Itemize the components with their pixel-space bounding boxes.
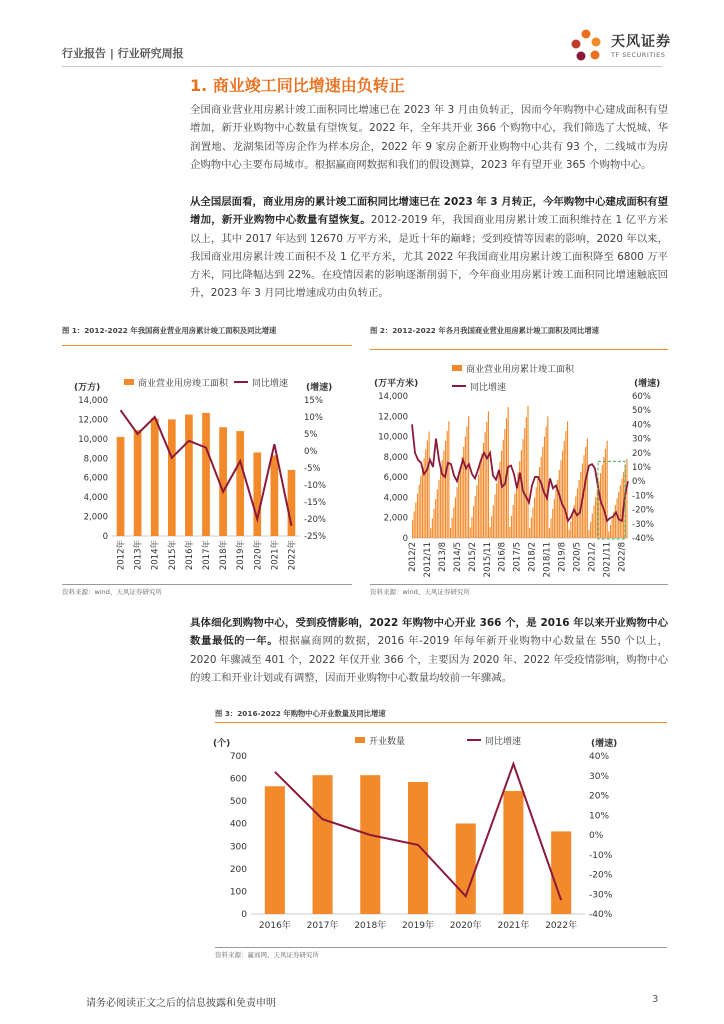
bar bbox=[529, 528, 530, 538]
y-left-tick: 14,000 bbox=[78, 396, 108, 406]
x-tick-label: 2012/2 bbox=[408, 542, 418, 572]
x-tick-label: 2018年 bbox=[219, 540, 230, 571]
x-tick-label: 2019/8 bbox=[557, 542, 568, 572]
paragraph-national bbox=[190, 193, 668, 303]
bar bbox=[455, 497, 456, 538]
bar bbox=[151, 418, 159, 536]
bar bbox=[588, 530, 589, 538]
y-left-tick: 300 bbox=[229, 842, 247, 853]
y-right-tick: 5% bbox=[304, 430, 318, 440]
x-tick-label: 2019年 bbox=[236, 540, 247, 571]
bar bbox=[461, 457, 462, 538]
bar bbox=[168, 419, 176, 536]
bar bbox=[219, 427, 227, 536]
y-axis-right-label: (增速) bbox=[591, 739, 618, 749]
bar bbox=[253, 452, 261, 536]
bar bbox=[585, 447, 586, 538]
y-right-tick: 10% bbox=[589, 811, 610, 822]
legend-bar-label: 商业营业用房累计竣工面积 bbox=[466, 365, 575, 375]
bar bbox=[509, 527, 510, 538]
bar bbox=[575, 497, 576, 538]
bar bbox=[481, 453, 482, 538]
y-axis-left-label: (万平方米) bbox=[374, 379, 419, 389]
legend-line-label: 同比增速 bbox=[252, 379, 289, 389]
y-left-tick: 600 bbox=[229, 774, 247, 785]
fig1-caption-rule bbox=[62, 345, 352, 346]
bar bbox=[579, 480, 580, 538]
x-tick-label: 2021年 bbox=[270, 540, 281, 571]
legend-bar-swatch bbox=[355, 737, 365, 743]
bar bbox=[532, 508, 533, 538]
bar bbox=[202, 413, 210, 536]
y-right-tick: -20% bbox=[632, 505, 654, 516]
paragraph-intro: 全国商业营业用房累计竣工面积同比增速已在 2023 年 3 月由负转正，因而今年购物中心建成面积有望增加，新开业购物中心数量有望恢复。2022 年，全年共开业 366 个购物中心，我们筛选了大悦城、华润置地、龙湖集团等房企作为样本房企，2022 年 9 家房企新开业购物中心共有 93 个，二线城市为房企购物中心主要布局城市。根据赢商网数据和我们的假设测算，2023 年有望开业 365 个购物中心。 bbox=[190, 104, 668, 171]
bar bbox=[546, 426, 547, 538]
y-left-tick: 0 bbox=[241, 910, 247, 920]
bar bbox=[452, 518, 453, 538]
bar bbox=[526, 417, 527, 538]
fig3-caption-rule bbox=[215, 722, 667, 723]
y-right-tick: -15% bbox=[304, 498, 326, 508]
bar bbox=[457, 487, 458, 538]
y-right-tick: 20% bbox=[589, 791, 610, 802]
bar bbox=[420, 476, 421, 538]
x-tick-label: 2018/2 bbox=[527, 542, 538, 572]
y-left-tick: 200 bbox=[229, 864, 247, 875]
bar bbox=[468, 416, 469, 538]
x-tick-label: 2021/2 bbox=[587, 542, 598, 572]
x-tick-label: 2017年 bbox=[306, 921, 339, 931]
y-right-tick: 0% bbox=[589, 831, 604, 841]
bar bbox=[435, 499, 436, 538]
x-tick-label: 2018/11 bbox=[542, 542, 553, 578]
bar bbox=[473, 506, 474, 538]
bar bbox=[605, 449, 606, 538]
bar bbox=[615, 505, 616, 538]
logo-text-cn: 天风证券 bbox=[611, 34, 671, 50]
y-right-tick: 50% bbox=[632, 406, 651, 417]
bar bbox=[478, 475, 479, 538]
y-left-tick: 8,000 bbox=[383, 452, 408, 463]
bar bbox=[618, 492, 619, 538]
y-right-tick: -25% bbox=[304, 532, 326, 542]
y-right-tick: 40% bbox=[589, 752, 610, 762]
fig2-bottom-rule bbox=[370, 584, 668, 585]
y-right-tick: -5% bbox=[304, 464, 321, 474]
bar bbox=[440, 470, 441, 538]
x-tick-label: 2013年 bbox=[133, 540, 144, 571]
bar bbox=[430, 528, 431, 538]
fig2-caption-rule bbox=[370, 349, 668, 350]
bar bbox=[570, 521, 571, 538]
bar bbox=[412, 520, 413, 538]
bar bbox=[531, 518, 532, 538]
fig3-bottom-rule bbox=[215, 947, 667, 948]
bar bbox=[313, 775, 333, 914]
bar bbox=[470, 527, 471, 538]
bar bbox=[443, 451, 444, 538]
y-right-tick: 40% bbox=[632, 420, 651, 431]
bar bbox=[503, 440, 504, 538]
legend-bar-swatch bbox=[124, 379, 134, 385]
x-tick-label: 2020年 bbox=[449, 921, 482, 931]
section-title: 1. 商业竣工同比增速由负转正 bbox=[190, 76, 405, 95]
x-tick-label: 2018年 bbox=[354, 921, 387, 931]
header-divider bbox=[62, 66, 662, 67]
bar bbox=[432, 519, 433, 538]
bar bbox=[616, 498, 617, 538]
y-left-tick: 100 bbox=[229, 887, 247, 898]
bar bbox=[496, 483, 497, 538]
y-left-tick: 500 bbox=[229, 797, 247, 808]
x-tick-label: 2013/8 bbox=[437, 542, 448, 572]
y-left-tick: 400 bbox=[229, 819, 247, 830]
bar bbox=[493, 505, 494, 538]
bar bbox=[475, 496, 476, 538]
x-tick-label: 2016年 bbox=[184, 540, 195, 571]
bar bbox=[590, 522, 591, 538]
y-right-tick: 30% bbox=[589, 771, 610, 782]
y-left-tick: 2,000 bbox=[383, 513, 408, 524]
bar bbox=[551, 831, 571, 914]
bar bbox=[511, 516, 512, 538]
bar bbox=[621, 479, 622, 538]
bar bbox=[265, 786, 285, 914]
bar bbox=[577, 488, 578, 538]
bar bbox=[521, 450, 522, 538]
bar bbox=[488, 411, 489, 538]
y-right-tick: -10% bbox=[589, 850, 613, 861]
bar bbox=[271, 455, 279, 536]
bar bbox=[117, 437, 125, 536]
paragraph-shopping-mall-body: 根据赢商网的数据，2016 年-2019 年每年新开业购物中心数量在 550 个以上，2020 年骤减至 401 个，2022 年仅开业 366 个，主要因为 2020 年、2022 年受疫情影响，购物中心的竣工和开业计划或有调整，因而开业购物中心数量均较前一年骤减。 bbox=[190, 635, 668, 684]
y-right-tick: -30% bbox=[632, 519, 654, 530]
y-right-tick: -40% bbox=[589, 910, 613, 920]
x-tick-label: 2015/11 bbox=[482, 542, 493, 578]
page-number: 3 bbox=[652, 994, 659, 1005]
bar bbox=[419, 485, 420, 538]
bar bbox=[554, 499, 555, 538]
bar bbox=[448, 421, 449, 538]
bar bbox=[425, 449, 426, 538]
y-axis-left-label: (个) bbox=[213, 739, 231, 749]
legend-line-label: 同比增速 bbox=[470, 383, 507, 393]
y-left-tick: 700 bbox=[229, 752, 247, 762]
bar bbox=[541, 457, 542, 538]
y-left-tick: 10,000 bbox=[78, 434, 108, 445]
x-tick-label: 2015/2 bbox=[467, 542, 478, 572]
fig1-caption: 图 1：2012-2022 年我国商业营业用房累计竣工面积及同比增速 bbox=[62, 326, 277, 335]
bar bbox=[572, 513, 573, 538]
bar bbox=[415, 503, 416, 539]
x-tick-label: 2014/5 bbox=[452, 542, 463, 572]
x-tick-label: 2012/11 bbox=[422, 542, 433, 578]
fig3-caption: 图 3：2016-2022 年购物中心开业数量及同比增速 bbox=[215, 709, 386, 718]
y-axis-left-label: (万方) bbox=[74, 383, 101, 393]
bar bbox=[134, 430, 142, 536]
y-right-tick: -30% bbox=[589, 890, 613, 901]
bar bbox=[595, 497, 596, 538]
y-left-tick: 0 bbox=[102, 532, 108, 542]
bar bbox=[600, 473, 601, 538]
company-logo-icon bbox=[568, 27, 612, 63]
x-tick-label: 2022/8 bbox=[617, 542, 628, 572]
bar bbox=[288, 470, 296, 536]
y-left-tick: 0 bbox=[402, 534, 408, 544]
bar bbox=[437, 489, 438, 538]
y-right-tick: 20% bbox=[632, 448, 651, 459]
y-left-tick: 10,000 bbox=[378, 432, 408, 443]
y-left-tick: 6,000 bbox=[383, 473, 408, 484]
bar bbox=[551, 519, 552, 538]
y-left-tick: 12,000 bbox=[78, 415, 108, 426]
y-left-tick: 12,000 bbox=[378, 412, 408, 423]
bar bbox=[460, 467, 461, 538]
y-left-tick: 6,000 bbox=[83, 473, 108, 484]
bar bbox=[555, 489, 556, 538]
x-tick-label: 2022年 bbox=[545, 921, 578, 931]
bar bbox=[534, 497, 535, 538]
bar bbox=[537, 477, 538, 538]
bar bbox=[562, 451, 563, 538]
y-right-tick: 10% bbox=[632, 463, 651, 473]
bar bbox=[569, 530, 570, 538]
legend-bar-label: 商业营业用房竣工面积 bbox=[138, 379, 229, 389]
y-right-tick: 0% bbox=[304, 447, 318, 457]
bar bbox=[427, 440, 428, 538]
bar bbox=[185, 415, 193, 536]
bar bbox=[592, 514, 593, 538]
bar bbox=[544, 437, 545, 538]
x-tick-label: 2016年 bbox=[258, 921, 291, 931]
bar bbox=[503, 791, 523, 914]
bar bbox=[438, 480, 439, 538]
x-tick-label: 2021/11 bbox=[602, 542, 613, 578]
x-tick-label: 2021年 bbox=[497, 921, 530, 931]
report-category: 行业报告 | 行业研究周报 bbox=[62, 47, 184, 60]
y-axis-right-label: (增速) bbox=[634, 379, 661, 389]
bar bbox=[417, 494, 418, 538]
x-tick-label: 2017/5 bbox=[512, 542, 523, 572]
x-tick-label: 2012年 bbox=[116, 540, 127, 571]
y-right-tick: 0% bbox=[632, 477, 646, 488]
bar bbox=[620, 485, 621, 538]
y-right-tick: -10% bbox=[304, 481, 326, 491]
y-right-tick: 30% bbox=[632, 434, 651, 445]
bar bbox=[428, 432, 429, 539]
bar bbox=[476, 485, 477, 538]
fig3-source: 资料来源：赢商网、天风证券研究所 bbox=[215, 951, 319, 959]
x-tick-label: 2017年 bbox=[202, 540, 212, 571]
y-left-tick: 8,000 bbox=[83, 454, 108, 465]
fig2-source: 资料来源：wind、天风证券研究所 bbox=[370, 588, 470, 596]
paragraph-national-body: 2012-2019 年，我国商业用房累计竣工面积维持在 1 亿平方米以上，其中 2017 年达到 12670 万平方米，是近十年的巅峰；受到疫情等因素的影响，2020 年以来，我国商业用房累计竣工面积不及 1 亿平方米，尤其 2022 年我国商业用房累计竣工面积降至 6800 万平方米，同比降幅达到 22%。在疫情因素的影响逐渐削弱下，今年商业用房累计竣工面积同比增速触底回升，2023 年 3 月同比增速成功由负转正。 bbox=[190, 214, 668, 300]
bar bbox=[471, 517, 472, 538]
y-right-tick: -40% bbox=[632, 534, 654, 544]
fig1-chart bbox=[62, 350, 352, 582]
bar bbox=[565, 431, 566, 538]
y-left-tick: 2,000 bbox=[83, 512, 108, 523]
bar bbox=[536, 487, 537, 538]
x-tick-label: 2014年 bbox=[150, 540, 161, 571]
bar bbox=[593, 506, 594, 538]
bar bbox=[489, 527, 490, 538]
y-right-tick: 15% bbox=[304, 396, 323, 406]
bar bbox=[513, 505, 514, 538]
y-right-tick: -20% bbox=[304, 515, 326, 525]
bar bbox=[494, 494, 495, 538]
bar bbox=[498, 473, 499, 538]
bar bbox=[456, 823, 476, 914]
x-tick-label: 2020/5 bbox=[572, 542, 583, 572]
bar bbox=[433, 509, 434, 538]
bar bbox=[603, 457, 604, 538]
bar bbox=[527, 406, 528, 538]
fig2-chart bbox=[370, 352, 668, 582]
bar bbox=[445, 441, 446, 538]
bar bbox=[453, 508, 454, 538]
logo-text-en: TF SECURITIES bbox=[611, 51, 666, 59]
bar bbox=[524, 428, 525, 538]
bar bbox=[447, 431, 448, 538]
y-left-tick: 4,000 bbox=[83, 493, 108, 504]
bar bbox=[587, 439, 588, 538]
y-left-tick: 14,000 bbox=[378, 392, 408, 402]
bar bbox=[491, 516, 492, 538]
bar bbox=[607, 441, 608, 538]
bar bbox=[608, 531, 609, 538]
bar bbox=[514, 494, 515, 538]
bar bbox=[612, 518, 613, 538]
bar bbox=[408, 782, 428, 914]
fig1-source: 资料来源：wind、天风证券研究所 bbox=[62, 588, 162, 596]
bar bbox=[602, 465, 603, 538]
x-tick-label: 2019年 bbox=[402, 921, 434, 931]
y-right-tick: -20% bbox=[589, 870, 613, 881]
bar bbox=[458, 477, 459, 538]
bar bbox=[450, 528, 451, 538]
bar bbox=[465, 437, 466, 538]
paragraph-shopping-mall-lead: 具体细化到购物中心，受到疫情影响，2022 年购物中心开业 366 个，是 2016 年以来开业购物中心数量最低的一年。 bbox=[190, 617, 668, 648]
bar bbox=[360, 775, 380, 914]
bar bbox=[486, 422, 487, 538]
y-left-tick: 4,000 bbox=[383, 493, 408, 504]
bar bbox=[466, 426, 467, 538]
fig3-chart bbox=[215, 726, 667, 946]
bar bbox=[610, 525, 611, 538]
x-tick-label: 2015年 bbox=[167, 540, 178, 571]
bar bbox=[549, 528, 550, 538]
paragraph-national-lead: 从全国层面看，商业用房的累计竣工面积同比增速已在 2023 年 3 月转正，今年购物中心建成面积有望增加，新开业购物中心数量有望恢复。 bbox=[190, 196, 668, 227]
bar bbox=[547, 416, 548, 538]
bar bbox=[516, 483, 517, 538]
footer-disclaimer: 请务必阅读正文之后的信息披露和免责申明 bbox=[86, 998, 276, 1009]
x-tick-label: 2022年 bbox=[287, 540, 298, 571]
bar bbox=[564, 441, 565, 538]
legend-line-label: 同比增速 bbox=[485, 737, 522, 747]
bar bbox=[501, 451, 502, 538]
bar bbox=[485, 432, 486, 538]
x-tick-label: 2020年 bbox=[253, 540, 264, 571]
paragraph-shopping-mall bbox=[190, 614, 668, 687]
bar bbox=[480, 464, 481, 538]
y-axis-right-label: (增速) bbox=[306, 383, 333, 393]
bar bbox=[422, 467, 423, 538]
y-right-tick: 60% bbox=[632, 392, 651, 402]
y-right-tick: -10% bbox=[632, 491, 654, 502]
bar bbox=[552, 509, 553, 538]
bar bbox=[236, 431, 244, 536]
fig2-caption: 图 2：2012-2022 年各月我国商业营业用房累计竣工面积及同比增速 bbox=[370, 326, 599, 335]
bar bbox=[559, 470, 560, 538]
fig1-bottom-rule bbox=[62, 584, 352, 585]
y-right-tick: 10% bbox=[304, 413, 323, 423]
legend-bar-label: 开业数量 bbox=[369, 737, 406, 747]
bar bbox=[414, 511, 415, 538]
x-tick-label: 2016/8 bbox=[497, 542, 508, 572]
legend-bar-swatch bbox=[452, 365, 462, 371]
bar bbox=[626, 459, 627, 538]
